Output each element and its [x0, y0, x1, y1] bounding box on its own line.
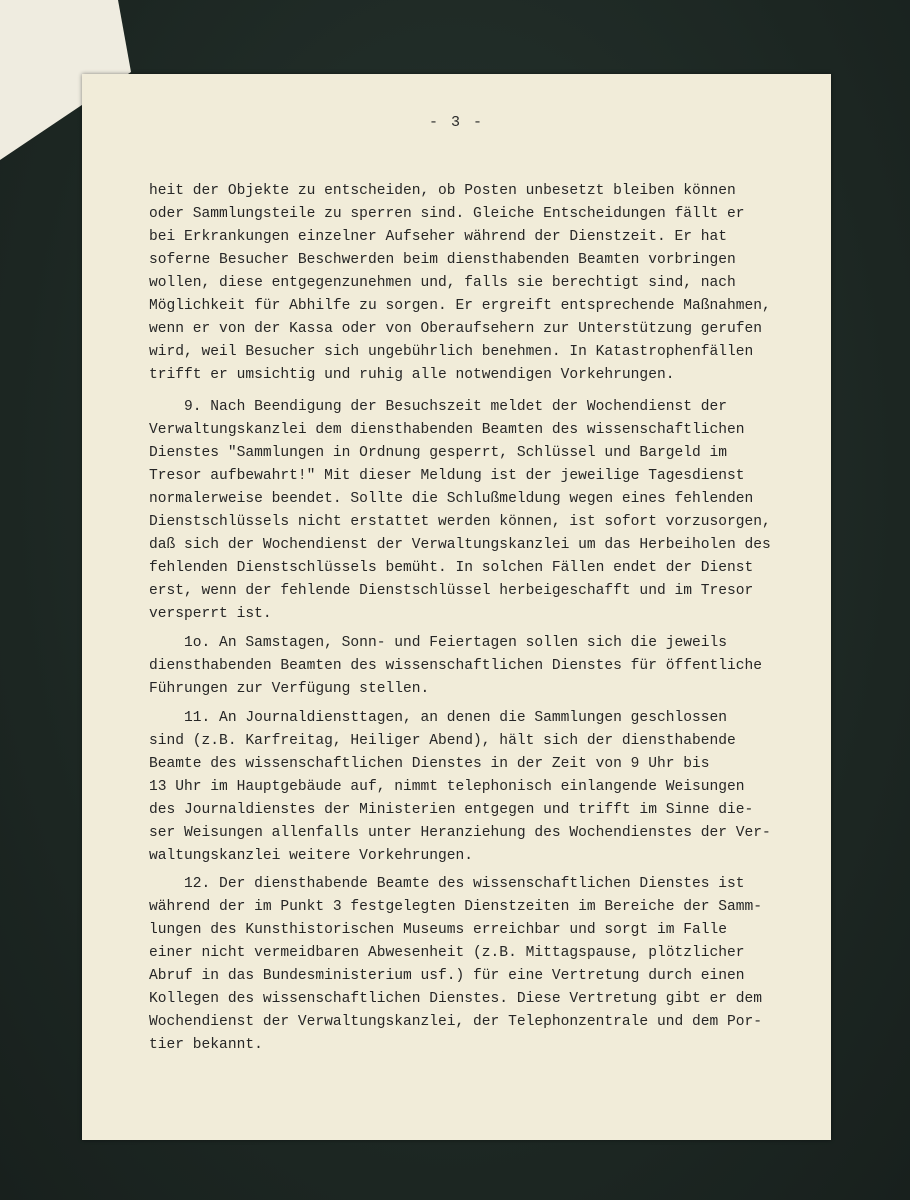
text-line: Beamte des wissenschaftlichen Dienstes in der Zeit von 9 Uhr bis [149, 756, 710, 772]
text-line: soferne Besucher Beschwerden beim diensthabenden Beamten vorbringen [149, 252, 736, 268]
page-number: - 3 - [428, 114, 484, 131]
text-line: fehlenden Dienstschlüssels bemüht. In solchen Fällen endet der Dienst [149, 560, 754, 576]
text-line: des Journaldienstes der Ministerien entgegen und trifft im Sinne die- [149, 802, 754, 818]
text-line: wenn er von der Kassa oder von Oberaufsehern zur Unterstützung gerufen [149, 321, 763, 337]
document-page [82, 74, 831, 1140]
text-line: bei Erkrankungen einzelner Aufseher während der Dienstzeit. Er hat [149, 229, 728, 245]
text-line: normalerweise beendet. Sollte die Schlußmeldung wegen eines fehlenden [149, 491, 754, 507]
text-line: während der im Punkt 3 festgelegten Dienstzeiten im Bereiche der Samm- [149, 899, 763, 915]
text-line: ser Weisungen allenfalls unter Heranziehung des Wochendienstes der Ver- [149, 825, 771, 841]
text-line: Verwaltungskanzlei dem diensthabenden Beamten des wissenschaftlichen [149, 422, 745, 438]
text-line: heit der Objekte zu entscheiden, ob Posten unbesetzt bleiben können [149, 183, 736, 199]
text-line: Wochendienst der Verwaltungskanzlei, der Telephonzentrale und dem Por- [149, 1014, 763, 1030]
text-line: lungen des Kunsthistorischen Museums erreichbar und sorgt im Falle [149, 922, 728, 938]
text-line: daß sich der Wochendienst der Verwaltungskanzlei um das Herbeiholen des [149, 537, 771, 553]
text-line: 11. An Journaldiensttagen, an denen die Sammlungen geschlossen [149, 710, 728, 726]
text-line: oder Sammlungsteile zu sperren sind. Gleiche Entscheidungen fällt er [149, 206, 745, 222]
text-line: Tresor aufbewahrt!" Mit dieser Meldung ist der jeweilige Tagesdienst [149, 468, 745, 484]
text-line: wollen, diese entgegenzunehmen und, falls sie berechtigt sind, nach [149, 275, 736, 291]
text-line: versperrt ist. [149, 606, 272, 622]
text-line: Kollegen des wissenschaftlichen Dienstes. Diese Vertretung gibt er dem [149, 991, 763, 1007]
text-line: Abruf in das Bundesministerium usf.) für eine Vertretung durch einen [149, 968, 745, 984]
text-line: trifft er umsichtig und ruhig alle notwendigen Vorkehrungen. [149, 367, 675, 383]
text-line: tier bekannt. [149, 1037, 263, 1053]
text-line: 1o. An Samstagen, Sonn- und Feiertagen sollen sich die jeweils [149, 635, 728, 651]
text-line: 13 Uhr im Hauptgebäude auf, nimmt telephonisch einlangende Weisungen [149, 779, 745, 795]
text-line: diensthabenden Beamten des wissenschaftlichen Dienstes für öffentliche [149, 658, 763, 674]
text-line: 9. Nach Beendigung der Besuchszeit meldet der Wochendienst der [149, 399, 728, 415]
text-line: einer nicht vermeidbaren Abwesenheit (z.B. Mittagspause, plötzlicher [149, 945, 745, 961]
text-line: Führungen zur Verfügung stellen. [149, 681, 430, 697]
text-line: 12. Der diensthabende Beamte des wissenschaftlichen Dienstes ist [149, 876, 745, 892]
text-line: Möglichkeit für Abhilfe zu sorgen. Er ergreift entsprechende Maßnahmen, [149, 298, 771, 314]
text-line: Dienstes "Sammlungen in Ordnung gesperrt, Schlüssel und Bargeld im [149, 445, 728, 461]
text-line: erst, wenn der fehlende Dienstschlüssel herbeigeschafft und im Tresor [149, 583, 754, 599]
text-line: waltungskanzlei weitere Vorkehrungen. [149, 848, 474, 864]
text-line: Dienstschlüssels nicht erstattet werden können, ist sofort vorzusorgen, [149, 514, 771, 530]
text-line: sind (z.B. Karfreitag, Heiliger Abend), hält sich der diensthabende [149, 733, 736, 749]
text-line: wird, weil Besucher sich ungebührlich benehmen. In Katastrophenfällen [149, 344, 754, 360]
